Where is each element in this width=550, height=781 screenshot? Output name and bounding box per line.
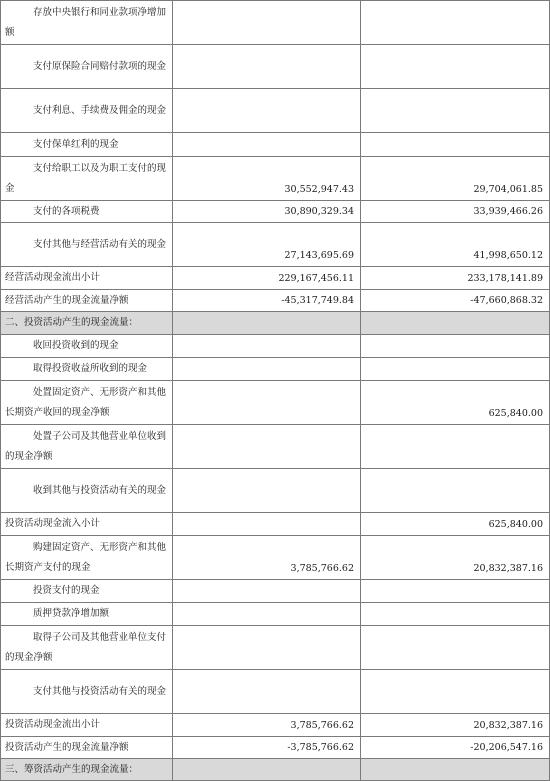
prior-period-amount <box>361 626 550 670</box>
current-period-amount <box>173 335 361 358</box>
line-item-row <box>1 626 550 670</box>
current-period-amount <box>173 670 361 714</box>
current-period-amount: 30,552,947.43 <box>173 157 361 201</box>
line-item-row <box>1 381 550 425</box>
current-period-amount <box>173 381 361 425</box>
prior-period-amount <box>361 358 550 381</box>
row-label: 支付保单红利的现金 <box>1 133 173 157</box>
current-period-amount: 3,785,766.62 <box>173 714 361 737</box>
row-label: 取得投资收益所收到的现金 <box>1 358 173 381</box>
subtotal-row <box>1 513 550 536</box>
cash-flow-table-body <box>1 1 550 781</box>
line-item-row <box>1 536 550 580</box>
section-header-row <box>1 312 550 335</box>
row-label: 投资活动现金流出小计 <box>1 714 173 737</box>
subtotal-row <box>1 737 550 759</box>
prior-period-amount <box>361 89 550 133</box>
subtotal-row <box>1 714 550 737</box>
prior-period-amount: 29,704,061.85 <box>361 157 550 201</box>
row-label: 质押贷款净增加额 <box>1 603 173 626</box>
current-period-amount <box>173 469 361 513</box>
current-period-amount <box>173 580 361 603</box>
row-label: 收回投资收到的现金 <box>1 335 173 358</box>
current-period-amount: 229,167,456.11 <box>173 267 361 290</box>
current-period-amount <box>173 358 361 381</box>
line-item-row <box>1 133 550 157</box>
row-label: 支付利息、手续费及佣金的现金 <box>1 89 173 133</box>
line-item-row <box>1 670 550 714</box>
row-label: 投资活动产生的现金流量净额 <box>1 737 173 759</box>
prior-period-amount <box>361 312 550 335</box>
line-item-row <box>1 223 550 267</box>
subtotal-row <box>1 290 550 312</box>
line-item-row <box>1 1 550 45</box>
section-header-row <box>1 759 550 781</box>
row-label: 处置子公司及其他营业单位收到的现金净额 <box>1 425 173 469</box>
current-period-amount <box>173 133 361 157</box>
prior-period-amount <box>361 45 550 89</box>
row-label: 投资支付的现金 <box>1 580 173 603</box>
current-period-amount <box>173 626 361 670</box>
current-period-amount <box>173 1 361 45</box>
row-label: 存放中央银行和同业款项净增加额 <box>1 1 173 45</box>
line-item-row <box>1 603 550 626</box>
row-label: 支付的各项税费 <box>1 201 173 223</box>
prior-period-amount <box>361 425 550 469</box>
current-period-amount <box>173 513 361 536</box>
line-item-row <box>1 425 550 469</box>
prior-period-amount: 20,832,387.16 <box>361 714 550 737</box>
line-item-row <box>1 89 550 133</box>
row-label: 购建固定资产、无形资产和其他长期资产支付的现金 <box>1 536 173 580</box>
prior-period-amount: -20,206,547.16 <box>361 737 550 759</box>
row-label: 支付给职工以及为职工支付的现金 <box>1 157 173 201</box>
row-label: 三、筹资活动产生的现金流量： <box>1 759 173 781</box>
prior-period-amount: -47,660,868.32 <box>361 290 550 312</box>
current-period-amount <box>173 45 361 89</box>
row-label: 支付其他与投资活动有关的现金 <box>1 670 173 714</box>
row-label: 处置固定资产、无形资产和其他长期资产收回的现金净额 <box>1 381 173 425</box>
prior-period-amount <box>361 759 550 781</box>
line-item-row <box>1 45 550 89</box>
prior-period-amount <box>361 469 550 513</box>
current-period-amount: -3,785,766.62 <box>173 737 361 759</box>
current-period-amount: 3,785,766.62 <box>173 536 361 580</box>
prior-period-amount: 625,840.00 <box>361 381 550 425</box>
prior-period-amount <box>361 133 550 157</box>
current-period-amount: 30,890,329.34 <box>173 201 361 223</box>
row-label: 支付其他与经营活动有关的现金 <box>1 223 173 267</box>
prior-period-amount <box>361 1 550 45</box>
prior-period-amount <box>361 580 550 603</box>
current-period-amount <box>173 425 361 469</box>
subtotal-row <box>1 267 550 290</box>
prior-period-amount <box>361 670 550 714</box>
current-period-amount <box>173 603 361 626</box>
line-item-row <box>1 201 550 223</box>
line-item-row <box>1 580 550 603</box>
row-label: 取得子公司及其他营业单位支付的现金净额 <box>1 626 173 670</box>
line-item-row <box>1 157 550 201</box>
row-label: 投资活动现金流入小计 <box>1 513 173 536</box>
row-label: 经营活动产生的现金流量净额 <box>1 290 173 312</box>
row-label: 支付原保险合同赔付款项的现金 <box>1 45 173 89</box>
prior-period-amount <box>361 603 550 626</box>
line-item-row <box>1 358 550 381</box>
prior-period-amount <box>361 335 550 358</box>
current-period-amount: 27,143,695.69 <box>173 223 361 267</box>
line-item-row <box>1 469 550 513</box>
row-label: 二、投资活动产生的现金流量： <box>1 312 173 335</box>
current-period-amount <box>173 312 361 335</box>
current-period-amount: -45,317,749.84 <box>173 290 361 312</box>
row-label: 收到其他与投资活动有关的现金 <box>1 469 173 513</box>
prior-period-amount: 625,840.00 <box>361 513 550 536</box>
row-label: 经营活动现金流出小计 <box>1 267 173 290</box>
prior-period-amount: 33,939,466.26 <box>361 201 550 223</box>
line-item-row <box>1 335 550 358</box>
current-period-amount <box>173 89 361 133</box>
current-period-amount <box>173 759 361 781</box>
prior-period-amount: 20,832,387.16 <box>361 536 550 580</box>
prior-period-amount: 233,178,141.89 <box>361 267 550 290</box>
prior-period-amount: 41,998,650.12 <box>361 223 550 267</box>
